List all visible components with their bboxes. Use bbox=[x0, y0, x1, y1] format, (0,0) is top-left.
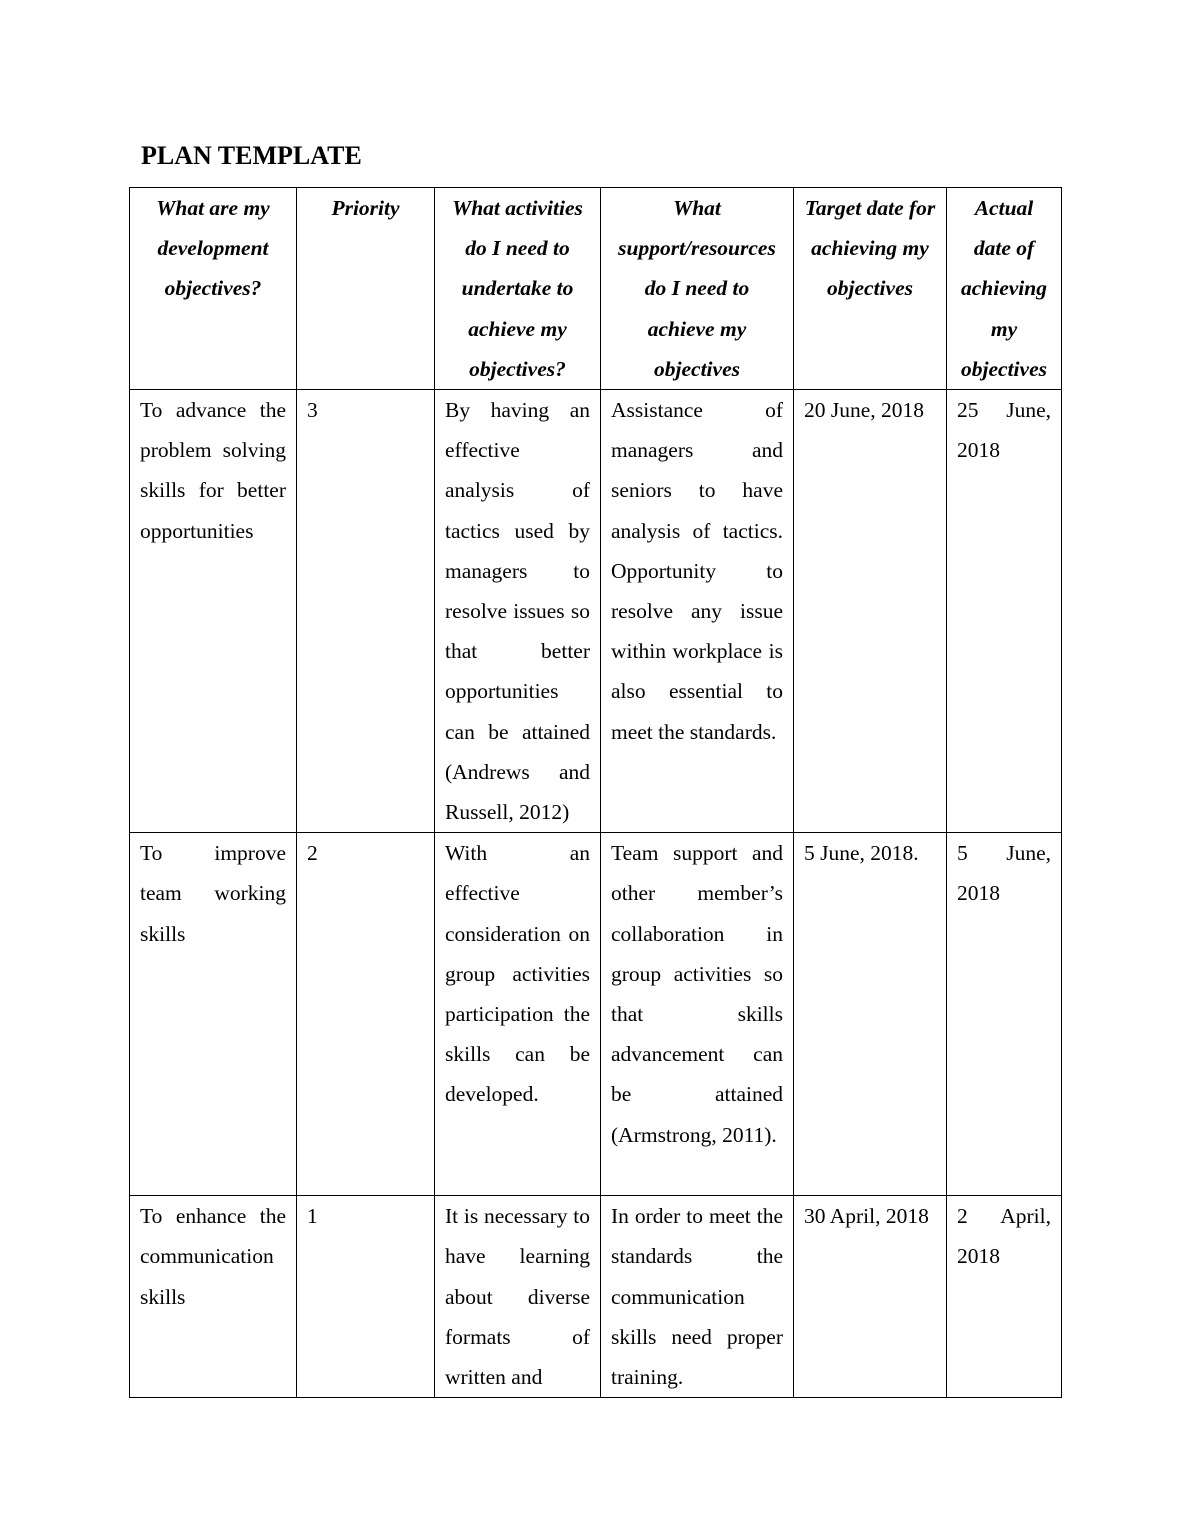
cell-support: Team support and other member’s collaboration in group activities so that skills advancement can be attained (Armstrong, 2011). bbox=[601, 833, 794, 1196]
header-actual-date: Actual date of achieving my objectives bbox=[947, 188, 1062, 390]
cell-activities: It is necessary to have learning about diverse formats of written and bbox=[435, 1196, 601, 1398]
plan-table bbox=[129, 187, 1062, 1398]
cell-actual-date: 2 April, 2018 bbox=[947, 1196, 1062, 1398]
header-activities: What activities do I need to undertake to achieve my objectives? bbox=[435, 188, 601, 390]
cell-priority: 1 bbox=[297, 1196, 435, 1398]
cell-actual-date: 25 June, 2018 bbox=[947, 390, 1062, 833]
header-priority: Priority bbox=[297, 188, 435, 390]
cell-priority: 2 bbox=[297, 833, 435, 1196]
page-title: PLAN TEMPLATE bbox=[141, 141, 362, 170]
cell-priority: 3 bbox=[297, 390, 435, 833]
table-row bbox=[130, 390, 1062, 833]
cell-support: In order to meet the standards the communication skills need proper training. bbox=[601, 1196, 794, 1398]
cell-target-date: 20 June, 2018 bbox=[794, 390, 947, 833]
header-target-date: Target date for achieving my objectives bbox=[794, 188, 947, 390]
cell-target-date: 5 June, 2018. bbox=[794, 833, 947, 1196]
cell-actual-date: 5 June, 2018 bbox=[947, 833, 1062, 1196]
cell-activities: With an effective consideration on group activities participation the skills can be developed. bbox=[435, 833, 601, 1196]
header-support: What support/resources do I need to achieve my objectives bbox=[601, 188, 794, 390]
table-row bbox=[130, 1196, 1062, 1398]
header-objectives: What are my development objectives? bbox=[130, 188, 297, 390]
cell-support: Assistance of managers and seniors to have analysis of tactics. Opportunity to resolve any issue within workplace is also essential to meet the standards. bbox=[601, 390, 794, 833]
cell-objective: To enhance the communication skills bbox=[130, 1196, 297, 1398]
table-row bbox=[130, 833, 1062, 1196]
cell-objective: To improve team working skills bbox=[130, 833, 297, 1196]
cell-target-date: 30 April, 2018 bbox=[794, 1196, 947, 1398]
table-header-row bbox=[130, 188, 1062, 390]
cell-objective: To advance the problem solving skills for better opportunities bbox=[130, 390, 297, 833]
cell-activities: By having an effective analysis of tactics used by managers to resolve issues so that better opportunities can be attained (Andrews and Russell, 2012) bbox=[435, 390, 601, 833]
